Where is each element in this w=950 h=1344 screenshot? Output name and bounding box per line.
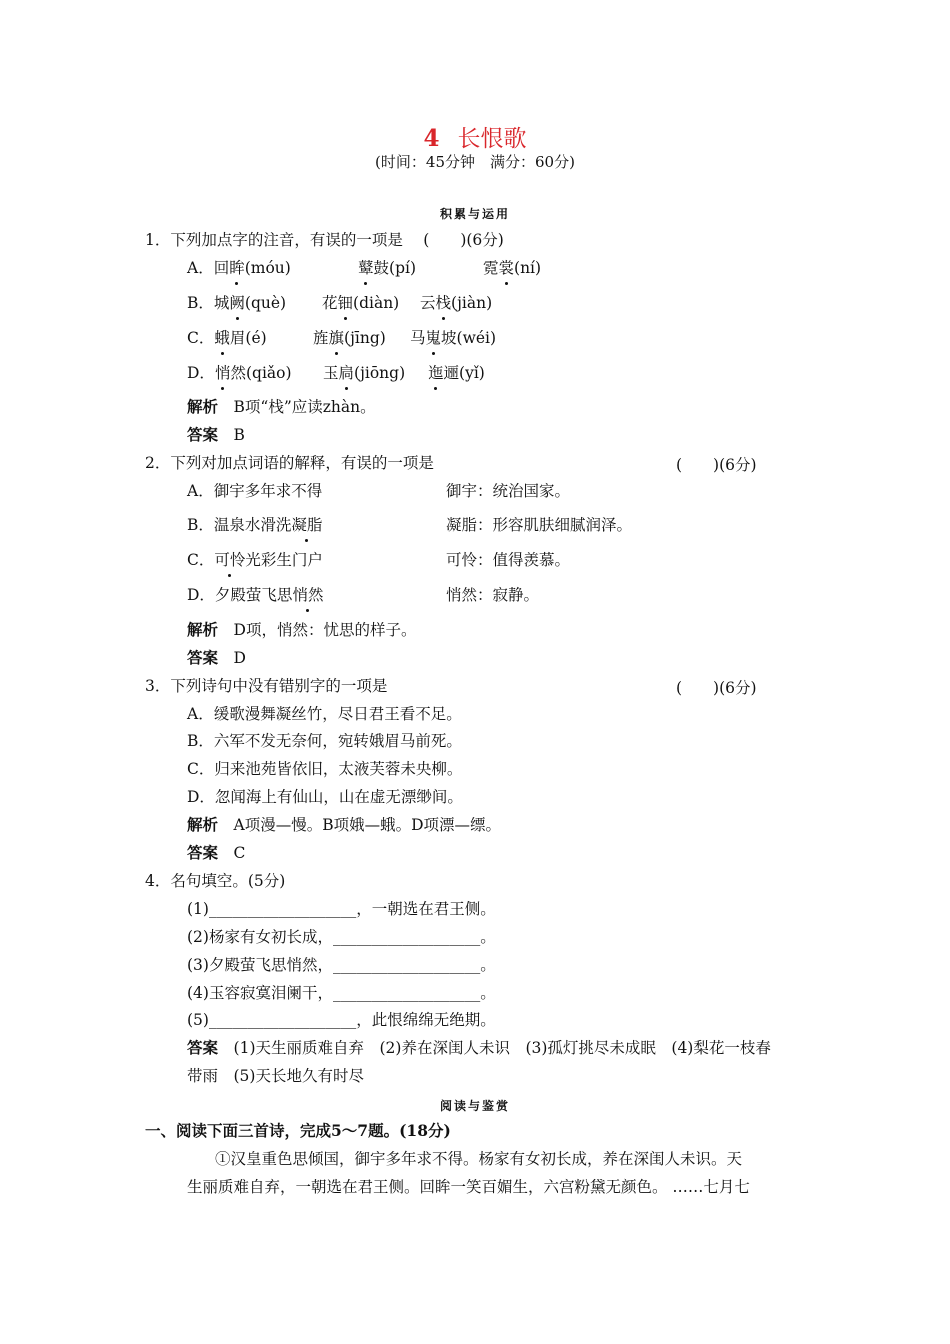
dotted-word: 悄然 (292, 586, 324, 604)
q3-option-b: B．六军不发无奈何，宛转娥眉马前死。 (187, 732, 462, 750)
section-heading-accumulation: 积累与运用 (439, 207, 510, 221)
page-title (0, 120, 950, 153)
q2-option-d-gloss: 悄然：寂静。 (446, 586, 540, 604)
q1-option-b-item3 (420, 293, 492, 313)
poem-paragraph-1: ①汉皇重色思倾国，御宇多年求不得。杨家有女初长成，养在深闺人未识。天 (215, 1150, 743, 1168)
char: 马 (410, 329, 426, 347)
q1-option-a (187, 258, 291, 278)
time-score-note: (时间：45分钟 满分：60分) (375, 153, 575, 171)
q1-option-c (187, 328, 267, 348)
char: 旌 (313, 329, 329, 347)
q1-option-c-item3 (410, 328, 496, 348)
char: 城 (213, 294, 230, 312)
char: 鼓 (373, 259, 390, 277)
dotted-char: 蛾 (214, 329, 230, 347)
q2-analysis (187, 620, 416, 640)
answer-text: D (233, 649, 246, 667)
dotted-char: 嵬 (425, 329, 442, 347)
pinyin: (diàn) (353, 294, 400, 312)
dotted-char: 悄 (214, 364, 231, 382)
char: 花 (322, 294, 338, 312)
pinyin: (é) (245, 329, 267, 347)
q1-option-c-item2 (313, 328, 386, 348)
q2-score: ( )(6分) (676, 456, 757, 474)
q3-analysis (187, 815, 501, 835)
char: 眉 (229, 329, 246, 347)
answer-text: C (233, 844, 246, 862)
answer-label: 答案 (187, 843, 219, 862)
poem-paragraph-2: 生丽质难自弃，一朝选在君王侧。回眸一笑百媚生，六宫粉黛无颜色。 ……七月七 (187, 1178, 750, 1196)
option-label: B． (187, 294, 214, 312)
q2-answer (187, 648, 246, 668)
char: 回 (213, 259, 230, 277)
pinyin: (qiǎo) (245, 364, 292, 382)
answer-text: B (233, 426, 245, 444)
dotted-char: 旗 (328, 329, 345, 347)
q4-stem: 4．名句填空。(5分) (145, 872, 286, 890)
pinyin: (jiōng) (354, 364, 406, 382)
char: 霓 (483, 259, 499, 277)
q3-stem: 3．下列诗句中没有错别字的一项是 (145, 677, 388, 695)
answer-label: 答案 (187, 425, 219, 444)
text: 光彩生门户 (245, 551, 323, 569)
q1-stem: 1．下列加点字的注音，有误的一项是 ( )(6分) (145, 231, 504, 249)
dotted-char: 裳 (498, 259, 515, 277)
q1-option-a-item2 (358, 258, 416, 278)
q1-option-a-item3 (483, 258, 541, 278)
option-label: A． (187, 259, 214, 277)
pinyin: (pí) (389, 259, 417, 277)
q2-option-d (187, 585, 323, 605)
q1-option-d (187, 363, 292, 383)
analysis-text: D项，悄然：忧思的样子。 (233, 621, 417, 639)
q4-blank-1: (1)___________________，一朝选在君王侧。 (187, 900, 496, 918)
text: B．温泉水滑洗 (187, 516, 292, 534)
char: 云 (420, 294, 436, 312)
q3-option-c: C．归来池苑皆依旧，太液芙蓉未央柳。 (187, 760, 463, 778)
q1-option-b-item2 (322, 293, 399, 313)
q1-answer (187, 425, 245, 445)
q2-option-b (187, 515, 322, 535)
section-heading-reading: 阅读与鉴赏 (439, 1099, 510, 1113)
char: 坡 (441, 329, 457, 347)
pinyin: (jīng) (344, 329, 386, 347)
pinyin: (què) (244, 294, 287, 312)
answer-label: 答案 (187, 648, 219, 667)
q2-option-c-gloss: 可怜：值得羡慕。 (446, 551, 571, 569)
q3-option-a: A．缓歌漫舞凝丝竹，尽日君王看不足。 (187, 705, 462, 723)
char: 逦 (443, 364, 460, 382)
analysis-text: B项“栈”应读zhàn。 (233, 398, 376, 416)
q2-option-b-gloss: 凝脂：形容肌肤细腻润泽。 (446, 516, 633, 534)
answer-label: 答案 (187, 1038, 219, 1057)
q1-option-b (187, 293, 286, 313)
analysis-label: 解析 (187, 815, 219, 834)
dotted-char: 扃 (338, 364, 355, 382)
analysis-label: 解析 (187, 397, 219, 416)
text: C． (187, 551, 215, 569)
pinyin: (ní) (514, 259, 542, 277)
dotted-word: 可怜 (214, 551, 246, 569)
option-label: D． (187, 364, 215, 382)
q4-blank-5: (5)___________________，此恨绵绵无绝期。 (187, 1011, 496, 1029)
dotted-char: 眸 (229, 259, 245, 277)
pinyin: (móu) (244, 259, 291, 277)
q4-answer-cont: 带雨 (5)天长地久有时尽 (187, 1067, 364, 1085)
q4-blank-2: (2)杨家有女初长成，___________________。 (187, 928, 496, 946)
text: D．夕殿萤飞思 (187, 586, 293, 604)
dotted-word: 凝脂 (291, 516, 323, 534)
lesson-number: 4 (423, 125, 440, 152)
pinyin: (yǐ) (459, 364, 485, 382)
q3-option-d: D．忽闻海上有仙山，山在虚无漂缈间。 (187, 788, 463, 806)
q2-option-a-gloss: 御宇：统治国家。 (446, 482, 571, 500)
dotted-char: 迤 (428, 364, 444, 382)
q4-answer (187, 1038, 771, 1058)
q4-blank-3: (3)夕殿萤飞思悄然，___________________。 (187, 956, 496, 974)
q2-option-a: A．御宇多年求不得 (187, 482, 323, 500)
char: 玉 (323, 364, 339, 382)
dotted-char: 鼙 (358, 259, 374, 277)
option-label: C． (187, 329, 215, 347)
analysis-label: 解析 (187, 620, 219, 639)
q1-option-d-item3 (428, 363, 485, 383)
q3-score: ( )(6分) (676, 679, 757, 697)
q1-analysis (187, 397, 376, 417)
dotted-char: 钿 (337, 294, 354, 312)
dotted-char: 阙 (229, 294, 245, 312)
dotted-char: 栈 (435, 294, 452, 312)
pinyin: (wéi) (456, 329, 497, 347)
lesson-title: 长恨歌 (457, 126, 527, 152)
q2-stem: 2．下列对加点词语的解释，有误的一项是 (145, 454, 434, 472)
q2-option-c (187, 550, 323, 570)
analysis-text: A项漫—慢。B项娥—蛾。D项漂—缥。 (233, 816, 502, 834)
pinyin: (jiàn) (451, 294, 493, 312)
reading-heading: 一、阅读下面三首诗，完成5～7题。(18分) (145, 1121, 451, 1140)
char: 然 (230, 364, 246, 382)
q4-blank-4: (4)玉容寂寞泪阑干，___________________。 (187, 984, 496, 1002)
q3-answer (187, 843, 245, 863)
q1-option-d-item2 (323, 363, 405, 383)
answer-text: (1)天生丽质难自弃 (2)养在深闺人未识 (3)孤灯挑尽未成眠 (4)梨花一枝春 (233, 1039, 771, 1057)
